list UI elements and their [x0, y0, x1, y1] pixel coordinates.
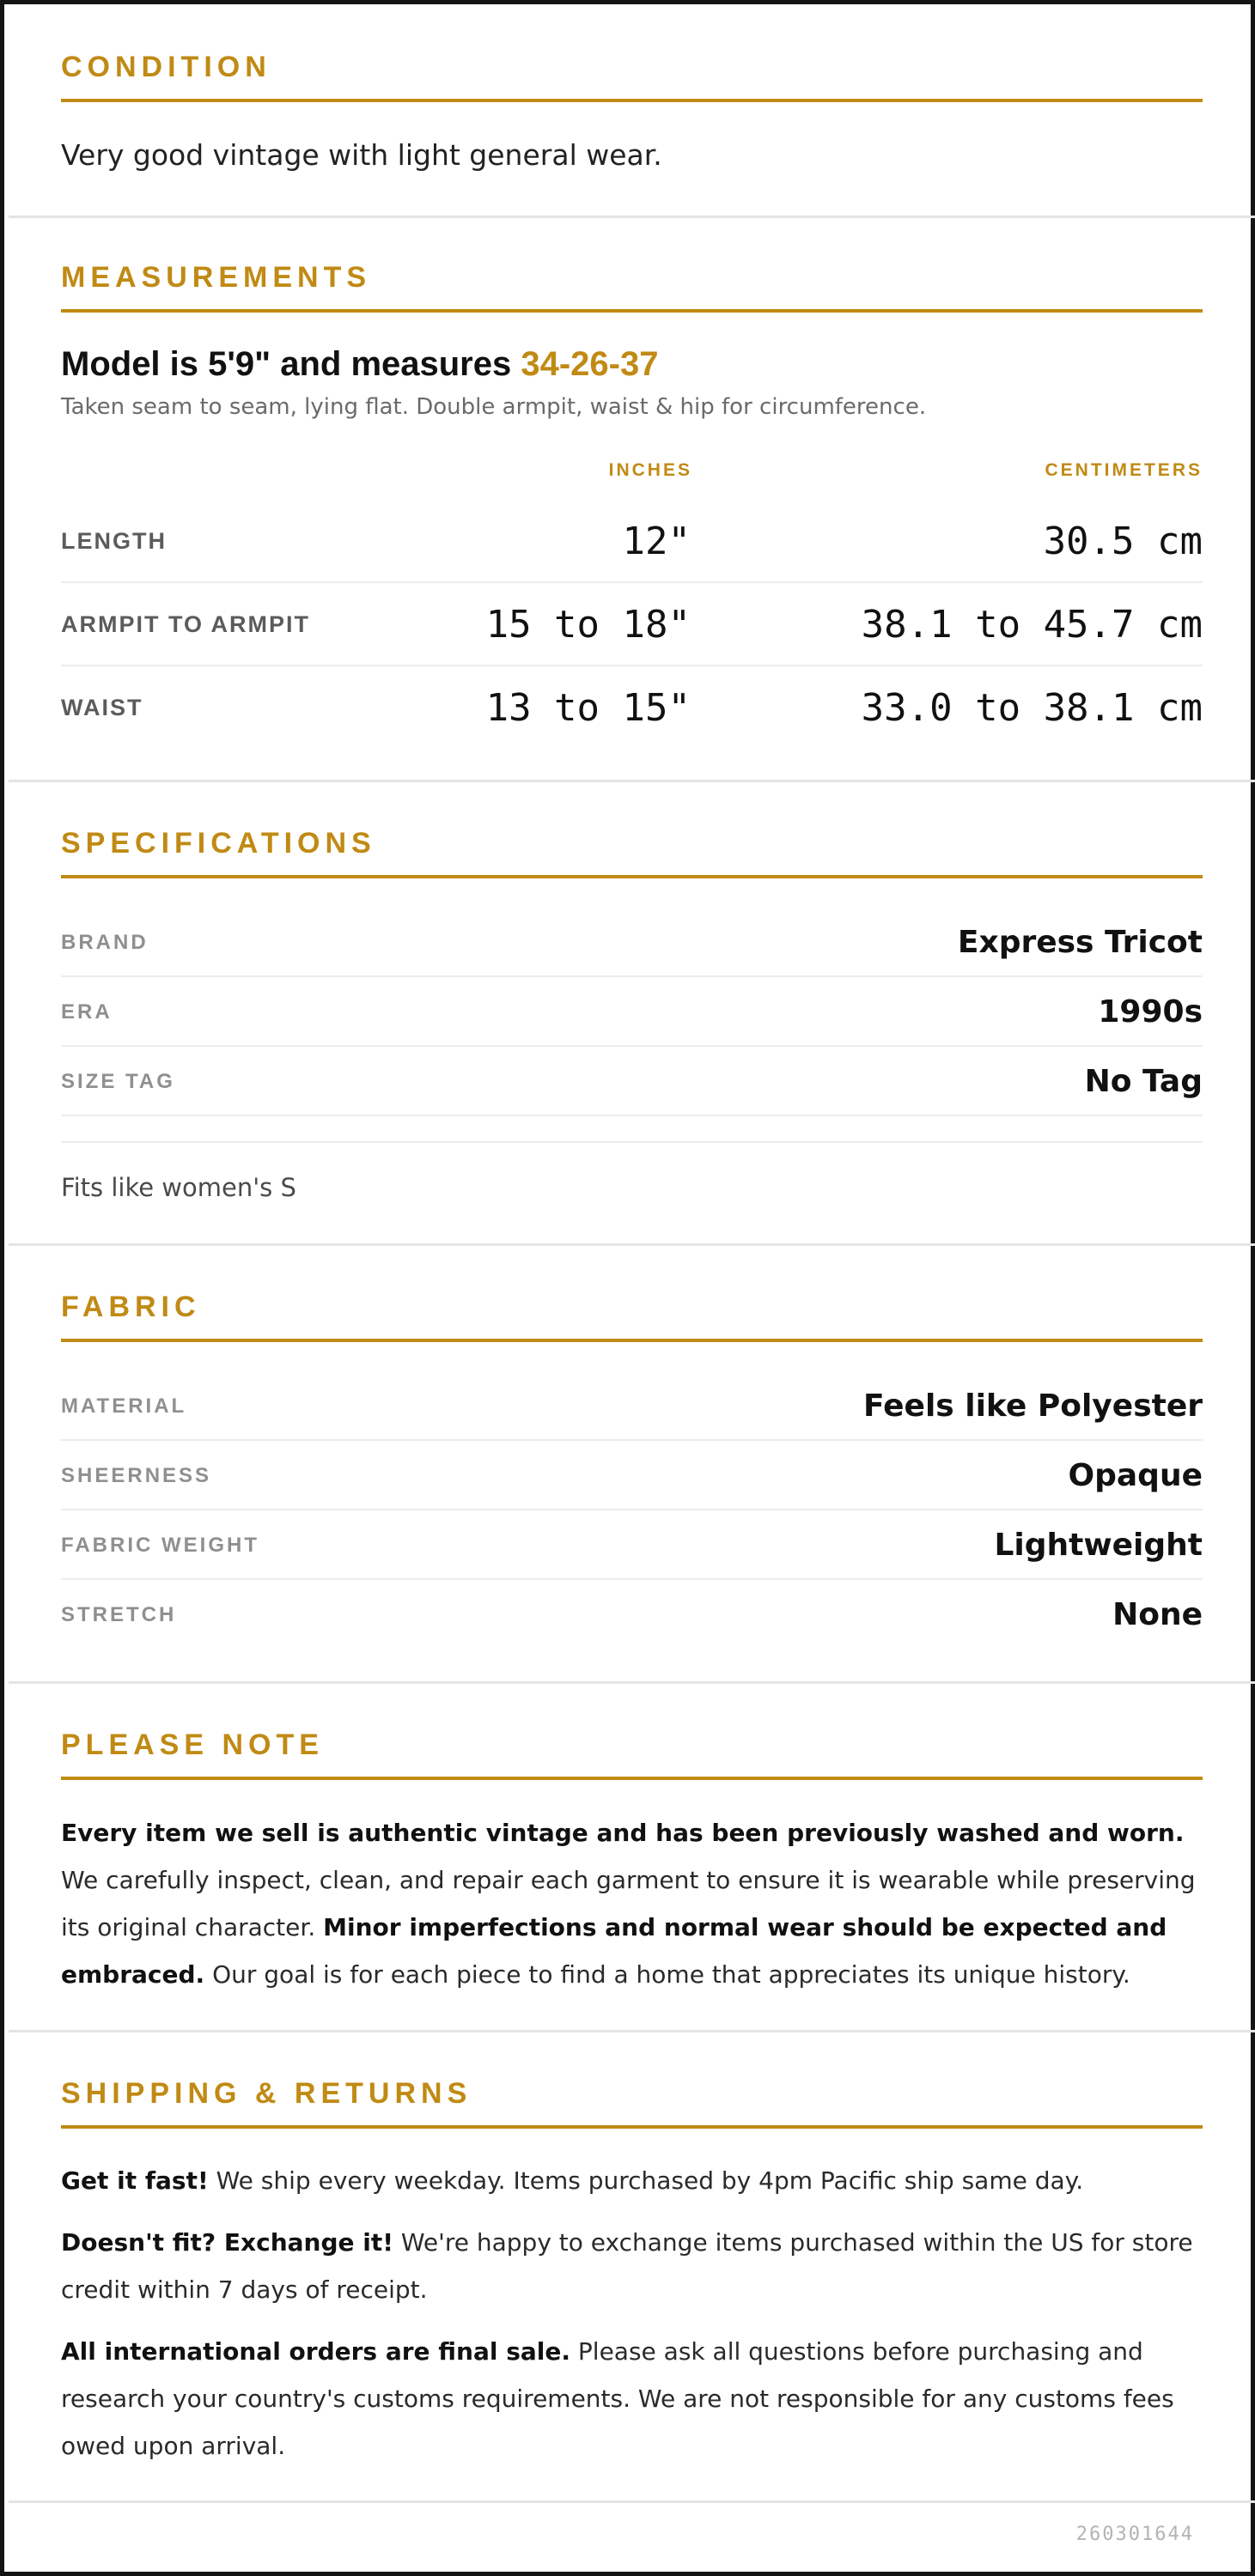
- fits-divider: [61, 1141, 1203, 1143]
- shipping-text-2: We're happy to exchange items purchased within the US for store credit within 7 days of receipt.: [61, 2228, 1193, 2304]
- measurement-inches: 13 to 15": [485, 686, 691, 730]
- please-note-heading: PLEASE NOTE: [61, 1728, 324, 1761]
- shipping-bold-3: All international orders are final sale.: [61, 2337, 571, 2366]
- fabric-label: STRETCH: [61, 1603, 177, 1626]
- condition-heading: CONDITION: [61, 51, 271, 83]
- centimeters-column-header: CENTIMETERS: [1045, 460, 1203, 480]
- fit-note: Fits like women's S: [61, 1173, 296, 1202]
- inches-column-header: INCHES: [608, 460, 692, 480]
- spec-value: 1990s: [1098, 994, 1203, 1030]
- condition-text: Very good vintage with light general wear.: [61, 138, 662, 172]
- please-note-bold-2: Minor imperfections and normal wear should be expected and embraced.: [61, 1913, 1167, 1989]
- fabric-label: MATERIAL: [61, 1394, 187, 1418]
- shipping-paragraph-1: [61, 2157, 1203, 2204]
- please-note-divider: [61, 1777, 1203, 1780]
- fabric-value: Lightweight: [994, 1528, 1203, 1563]
- condition-divider: [61, 99, 1203, 102]
- please-note-bold-1: Every item we sell is authentic vintage and has been previously washed and worn.: [61, 1819, 1185, 1847]
- fabric-heading: FABRIC: [61, 1291, 201, 1323]
- measurements-subtext: Taken seam to seam, lying flat. Double armpit, waist & hip for circumference.: [61, 394, 927, 420]
- measurement-inches: 12": [622, 519, 691, 563]
- measurements-heading: MEASUREMENTS: [61, 261, 372, 294]
- measurement-label: LENGTH: [61, 528, 167, 554]
- item-id: 260301644: [1075, 2524, 1194, 2545]
- specifications-heading: SPECIFICATIONS: [61, 827, 376, 860]
- spec-value: No Tag: [1084, 1064, 1203, 1099]
- fabric-value: None: [1112, 1597, 1203, 1632]
- fabric-row-material: [61, 1371, 1203, 1441]
- measurements-section: [9, 218, 1255, 782]
- spec-label: BRAND: [61, 931, 149, 954]
- model-info-text: Model is 5'9" and measures: [61, 345, 521, 383]
- spec-row-brand: [61, 908, 1203, 977]
- spec-row-era: [61, 977, 1203, 1047]
- spec-row-size-tag: [61, 1047, 1203, 1116]
- measurement-centimeters: 30.5 cm: [1043, 519, 1203, 563]
- spec-label: SIZE TAG: [61, 1070, 175, 1093]
- specifications-divider: [61, 875, 1203, 878]
- fabric-row-stretch: [61, 1580, 1203, 1649]
- fabric-row-sheerness: [61, 1441, 1203, 1510]
- measurement-label: ARMPIT TO ARMPIT: [61, 611, 310, 637]
- fabric-row-weight: [61, 1510, 1203, 1580]
- shipping-paragraph-2: [61, 2219, 1203, 2313]
- shipping-bold-2: Doesn't fit? Exchange it!: [61, 2228, 393, 2257]
- fabric-value: Opaque: [1068, 1458, 1203, 1493]
- fabric-section: [9, 1246, 1255, 1684]
- shipping-section: [9, 2032, 1255, 2503]
- please-note-text: [61, 1809, 1203, 1998]
- spec-label: ERA: [61, 1000, 113, 1024]
- shipping-paragraph-3: [61, 2328, 1203, 2470]
- measurement-centimeters: 38.1 to 45.7 cm: [861, 603, 1203, 647]
- fabric-label: FABRIC WEIGHT: [61, 1534, 259, 1557]
- shipping-text-1: We ship every weekday. Items purchased by 4pm Pacific ship same day.: [208, 2166, 1084, 2195]
- spec-value: Express Tricot: [957, 925, 1203, 960]
- please-note-text-1: We carefully inspect, clean, and repair each garment to ensure it is wearable while preserving its original character.: [61, 1866, 1196, 1941]
- measurement-inches: 15 to 18": [485, 603, 691, 647]
- measurement-row-armpit: [61, 583, 1203, 666]
- fabric-divider: [61, 1339, 1203, 1342]
- model-info: [61, 345, 1203, 384]
- measurement-row-waist: [61, 666, 1203, 750]
- please-note-section: [9, 1684, 1255, 2032]
- measurement-label: WAIST: [61, 695, 143, 720]
- measurement-centimeters: 33.0 to 38.1 cm: [861, 686, 1203, 730]
- fabric-label: SHEERNESS: [61, 1464, 212, 1487]
- fabric-value: Feels like Polyester: [862, 1388, 1203, 1424]
- measurements-divider: [61, 309, 1203, 313]
- shipping-heading: SHIPPING & RETURNS: [61, 2077, 472, 2110]
- model-measures: 34-26-37: [521, 345, 659, 383]
- measurement-row-length: [61, 500, 1203, 583]
- shipping-bold-1: Get it fast!: [61, 2166, 209, 2195]
- shipping-divider: [61, 2125, 1203, 2129]
- condition-section: [9, 4, 1255, 218]
- please-note-text-2: Our goal is for each piece to find a home that appreciates its unique history.: [204, 1960, 1130, 1989]
- shipping-text-3: Please ask all questions before purchasing and research your country's customs requirements. We are not responsible for any customs fees owed upon arrival.: [61, 2337, 1174, 2460]
- specifications-section: [9, 782, 1255, 1246]
